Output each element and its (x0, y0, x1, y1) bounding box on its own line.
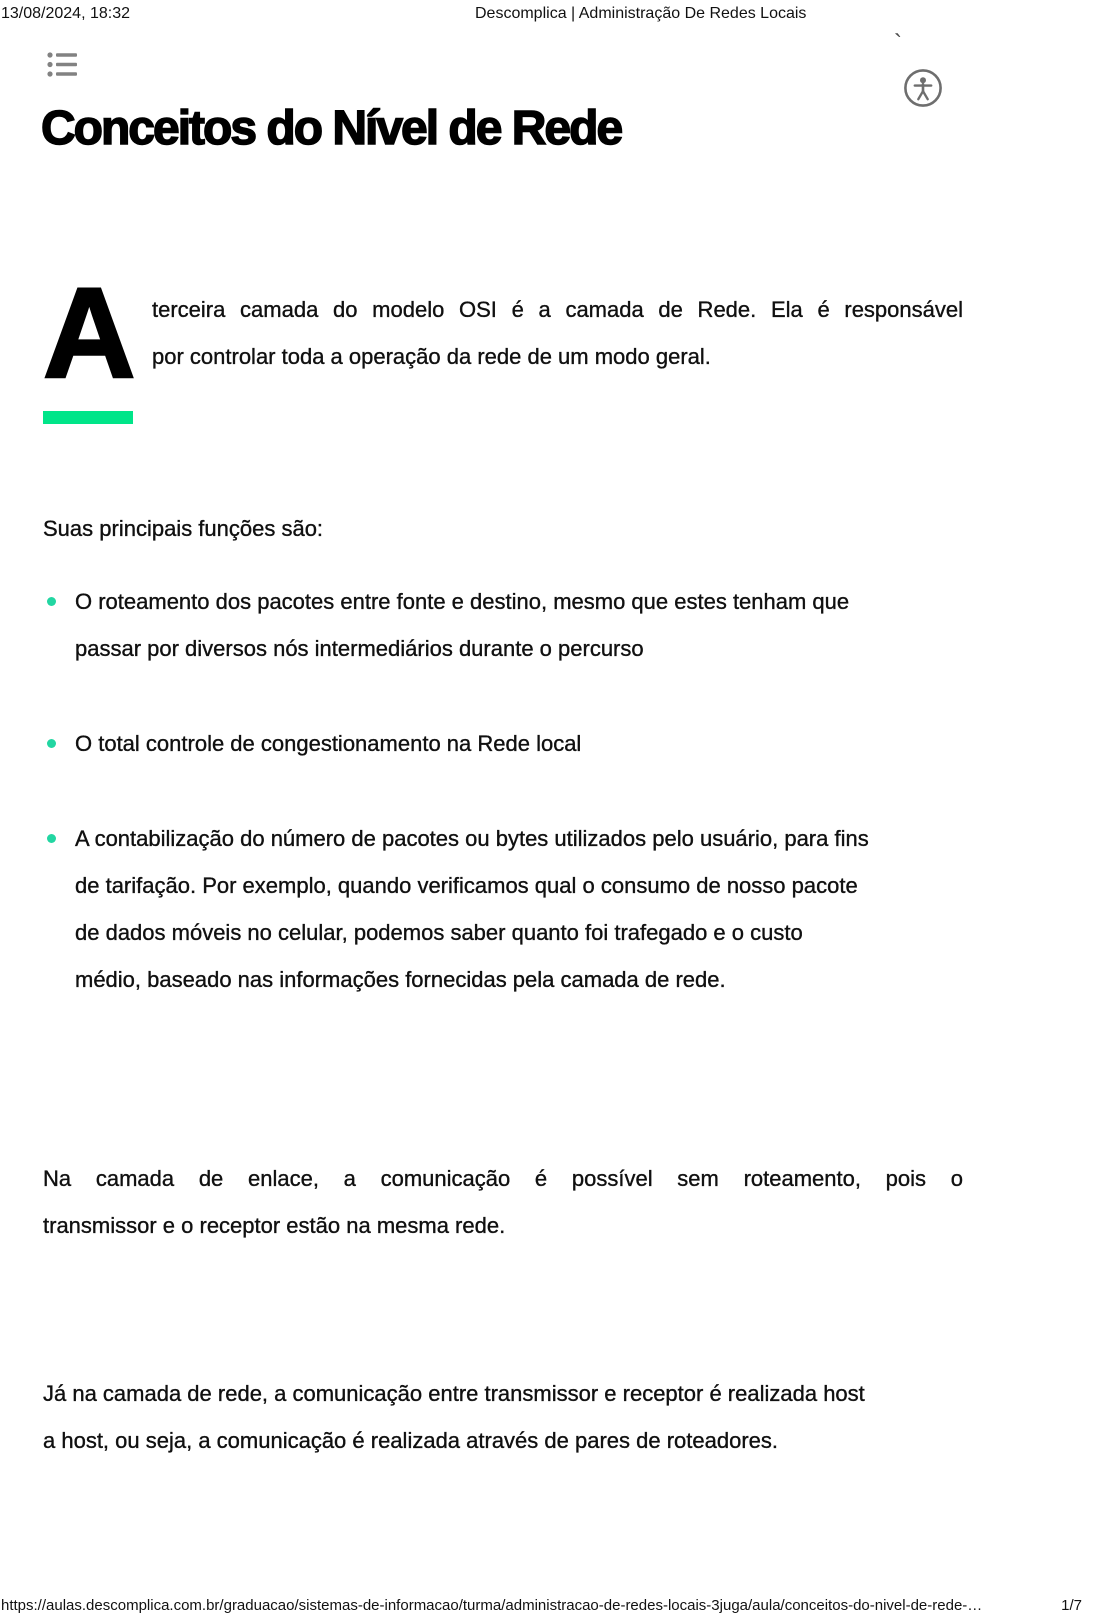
functions-list (43, 578, 963, 1051)
list-icon[interactable] (47, 51, 77, 78)
print-datetime: 13/08/2024, 18:32 (1, 5, 131, 22)
list-item (43, 578, 963, 672)
paragraph-line: Na camada de enlace, a comunicação é possível sem roteamento, pois o (43, 1166, 963, 1191)
dropcap-accent-bar (43, 411, 133, 424)
list-item-line: médio, baseado nas informações fornecidas pela camada de rede. (75, 967, 726, 992)
print-footer (0, 1597, 1095, 1617)
list-item-line: de dados móveis no celular, podemos saber quanto foi trafegado e o custo (75, 920, 803, 945)
list-item-line: passar por diversos nós intermediários durante o percurso (75, 636, 644, 661)
bullet-icon (47, 739, 56, 748)
paragraph-enlace (43, 1155, 963, 1249)
list-item-line: A contabilização do número de pacotes ou bytes utilizados pelo usuário, para fins (75, 826, 869, 851)
list-item-line: O roteamento dos pacotes entre fonte e destino, mesmo que estes tenham que (75, 589, 850, 614)
intro-line: por controlar toda a operação da rede de um modo geral. (152, 344, 711, 369)
dropcap-block (43, 262, 136, 424)
accessibility-icon[interactable] (903, 68, 943, 108)
print-page-number: 1/7 (1061, 1597, 1082, 1614)
dropcap-letter: A (43, 262, 136, 405)
paragraph-rede (43, 1370, 963, 1464)
intro-paragraph (152, 286, 963, 424)
bullet-icon (47, 597, 56, 606)
print-url: https://aulas.descomplica.com.br/graduacao/sistemas-de-informacao/turma/administracao-de-redes-locais-3juga/aula/conceitos-do-nivel-de-rede-… (1, 1597, 983, 1614)
list-heading: Suas principais funções são: (43, 516, 324, 541)
list-item-line: de tarifação. Por exemplo, quando verificamos qual o consumo de nosso pacote (75, 873, 858, 898)
list-item (43, 720, 963, 767)
paragraph-line: a host, ou seja, a comunicação é realizada através de pares de roteadores. (43, 1428, 779, 1453)
print-header (0, 5, 1095, 25)
intro-section (43, 262, 963, 424)
print-doc-title: Descomplica | Administração De Redes Locais (475, 5, 807, 22)
page-title: Conceitos do Nível de Rede (41, 102, 622, 155)
intro-line: terceira camada do modelo OSI é a camada de Rede. Ela é responsável (152, 297, 963, 322)
paragraph-line: Já na camada de rede, a comunicação entre transmissor e receptor é realizada host (43, 1381, 865, 1406)
paragraph-line: transmissor e o receptor estão na mesma rede. (43, 1213, 506, 1238)
stray-backtick: ` (894, 30, 902, 57)
list-item-line: O total controle de congestionamento na Rede local (75, 731, 582, 756)
bullet-icon (47, 834, 56, 843)
list-item (43, 815, 963, 1003)
